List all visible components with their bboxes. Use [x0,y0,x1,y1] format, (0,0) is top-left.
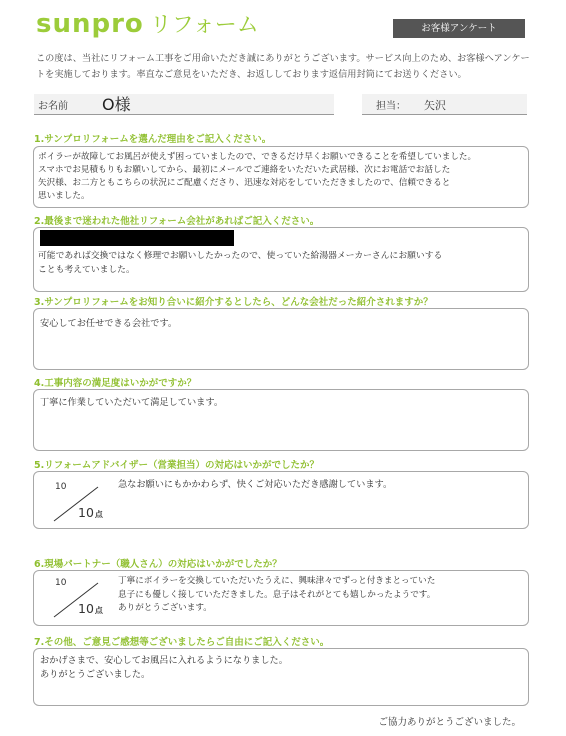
question-3-box [33,308,529,370]
staff-row [362,94,527,115]
question-1-title: 1.サンプロリフォームを選んだ理由をご記入ください。 [34,134,272,145]
question-1-answer: ボイラーが故障してお風呂が使えず困っていましたので、できるだけ早くお願いできることを希望していました。 スマホでお見積もりもお願いしてから、最初にメールでご連絡をいただいた武居様、次にお電話でお話した 矢沢様、お二方ともこちらの状況にご配慮くださり、迅速な対応をしていただきましたので、信頼できると 思いました。 [38,152,477,201]
survey-badge: お客様アンケート [393,19,525,38]
score-value: 10 [78,505,94,520]
sunpro-logo [36,8,259,39]
intro-text [36,51,536,83]
score-denominator: 10 [55,578,67,588]
logo-text: sunpro [36,9,144,39]
question-2-answer: 可能であれば交換ではなく修理でお願いしたかったので、使っていた給湯器メーカーさんにお願いする ことも考えていました。 [38,251,443,275]
score-unit: 点 [94,510,103,519]
question-3-answer: 安心してお任せできる会社です。 [40,318,178,329]
staff-value: 矢沢 [424,99,446,112]
question-6-score [46,577,106,621]
score-value-wrap [78,505,103,520]
question-2-title: 2.最後まで迷われた他社リフォーム会社があればご記入ください。 [34,216,320,227]
thanks-text: ご協力ありがとうございました。 [378,717,521,728]
question-5-box [33,471,529,529]
name-value: O様 [102,95,131,114]
question-6-box [33,570,529,626]
question-6-title: 6.現場パートナー（職人さん）の対応はいかがでしたか？ [34,559,282,570]
intro-line-2: トを実施しております。率直なご意見をいただき、お返ししております返信用封筒にてお送りください。 [36,69,467,80]
question-7-answer: おかげさまで、安心してお風呂に入れるようになりました。 ありがとうございました。 [40,655,288,680]
question-7-title: 7.その他、ご意見ご感想等ございましたらご自由にご記入ください。 [34,637,330,648]
name-label: お名前 [38,101,68,112]
question-2-box [33,227,529,292]
question-5-score [46,481,106,525]
question-7-box [33,648,529,706]
name-row [34,94,334,115]
question-5-title: 5.リフォームアドバイザー（営業担当）の対応はいかがでしたか？ [34,460,320,471]
score-value: 10 [78,601,94,616]
question-5-answer: 急なお願いにもかかわらず、快くご対応いただき感謝しています。 [118,479,393,490]
score-unit: 点 [94,606,103,615]
question-4-answer: 丁寧に作業していただいて満足しています。 [40,397,224,408]
staff-label: 担当： [376,101,406,112]
question-6-answer: 丁寧にボイラーを交換していただいたうえに、興味津々でずっと付きまとっていた 息子にも優しく接していただきました。息子はそれがとても嬉しかったようです。 ありがとうございます。 [118,576,436,613]
question-4-box [33,389,529,451]
redacted-company-name [40,230,234,246]
intro-line-1: この度は、当社にリフォーム工事をご用命いただき誠にありがとうございます。サービス向上のため、お客様へアンケー [36,53,530,64]
question-4-title: 4.工事内容の満足度はいかがですか？ [34,378,197,389]
score-value-wrap [78,601,103,616]
score-denominator: 10 [55,482,67,492]
question-3-title: 3.サンプロリフォームをお知り合いに紹介するとしたら、どんな会社だった紹介されますか？ [34,297,433,308]
logo-reform-text: リフォーム [149,13,259,38]
question-1-box [33,146,529,208]
